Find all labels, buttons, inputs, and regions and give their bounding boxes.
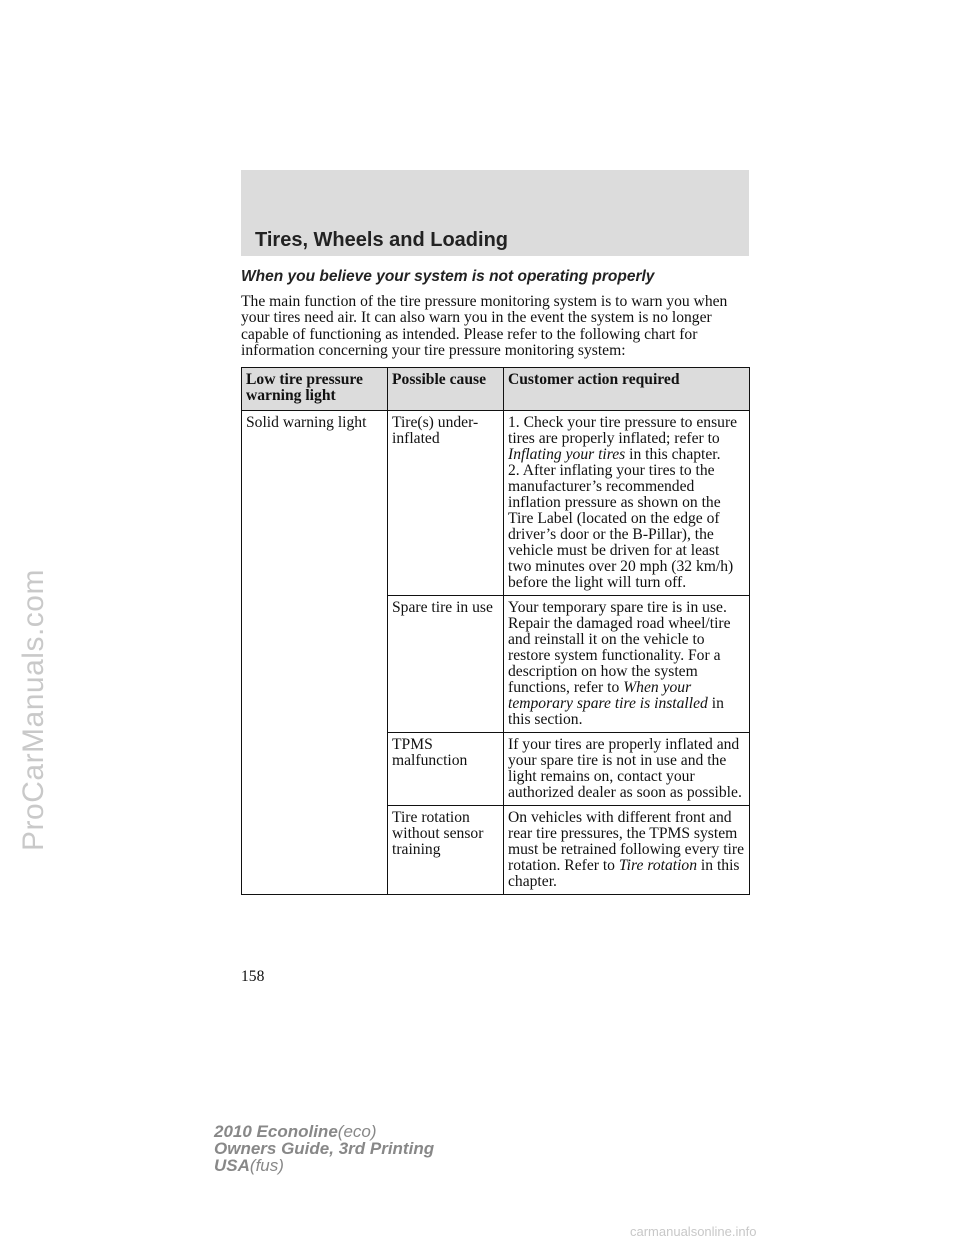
column-header-light: Low tire pressure warning light xyxy=(242,368,388,411)
side-watermark xyxy=(14,180,54,1240)
footer-line-1: 2010 Econoline(eco) xyxy=(214,1122,377,1141)
cross-reference: When your temporary spare tire is installed xyxy=(508,679,708,712)
cause-cell: Tire rotation without sensor training xyxy=(388,806,504,895)
action-cell: On vehicles with different front and rear tire pressures, the TPMS system must be retrained following every tire rotation. Refer to Tire rotation in this chapter. xyxy=(504,806,750,895)
footer-line-2: Owners Guide, 3rd Printing xyxy=(214,1139,435,1158)
column-header-cause: Possible cause xyxy=(388,368,504,411)
action-cell: If your tires are properly inflated and your spare tire is not in use and the light remains on, contact your authorized dealer as soon as possible. xyxy=(504,733,750,806)
cross-reference: Tire rotation xyxy=(618,857,698,874)
cause-cell: Tire(s) under-inflated xyxy=(388,411,504,596)
watermark-text: ProCarManuals.com xyxy=(17,569,50,851)
intro-paragraph: The main function of the tire pressure monitoring system is to warn you when your tires need air. It can also warn you in the event the system is no longer capable of functioning as intended. Please refer to the following chart for information concerning your tire pressure monitoring system: xyxy=(241,293,728,359)
section-heading: When you believe your system is not operating properly xyxy=(241,268,655,285)
footer-line-3: USA(fus) xyxy=(214,1156,284,1175)
action-cell: Your temporary spare tire is in use. Repair the damaged road wheel/tire and reinstall it on the vehicle to restore system functionality. For a description on how the system functions, refer to When your temporary spare tire is installed in this section. xyxy=(504,596,750,733)
cause-cell: Spare tire in use xyxy=(388,596,504,733)
action-step-1: 1. Check your tire pressure to ensure tires are properly inflated; refer to Inflating your tires in this chapter. xyxy=(508,414,738,463)
table-row xyxy=(242,411,750,596)
action-cell xyxy=(504,411,750,596)
site-watermark: carmanualsonline.info xyxy=(630,1224,757,1239)
tpms-troubleshooting-table xyxy=(241,367,750,895)
chapter-title: Tires, Wheels and Loading xyxy=(255,229,509,251)
cause-cell: TPMS malfunction xyxy=(388,733,504,806)
cross-reference: Inflating your tires xyxy=(508,446,626,463)
document-footer xyxy=(214,1123,434,1174)
action-step-2: 2. After inflating your tires to the manufacturer’s recommended inflation pressure as shown on the Tire Label (located on the edge of driver’s door or the B-Pillar), the vehicle must be driven for at least two minutes over 20 mph (32 km/h) before the light will turn off. xyxy=(508,462,734,591)
table-header-row xyxy=(242,368,750,411)
page-number: 158 xyxy=(241,968,265,985)
warning-light-cell: Solid warning light xyxy=(242,411,388,895)
chapter-header-bar xyxy=(241,170,749,256)
column-header-action: Customer action required xyxy=(504,368,750,411)
